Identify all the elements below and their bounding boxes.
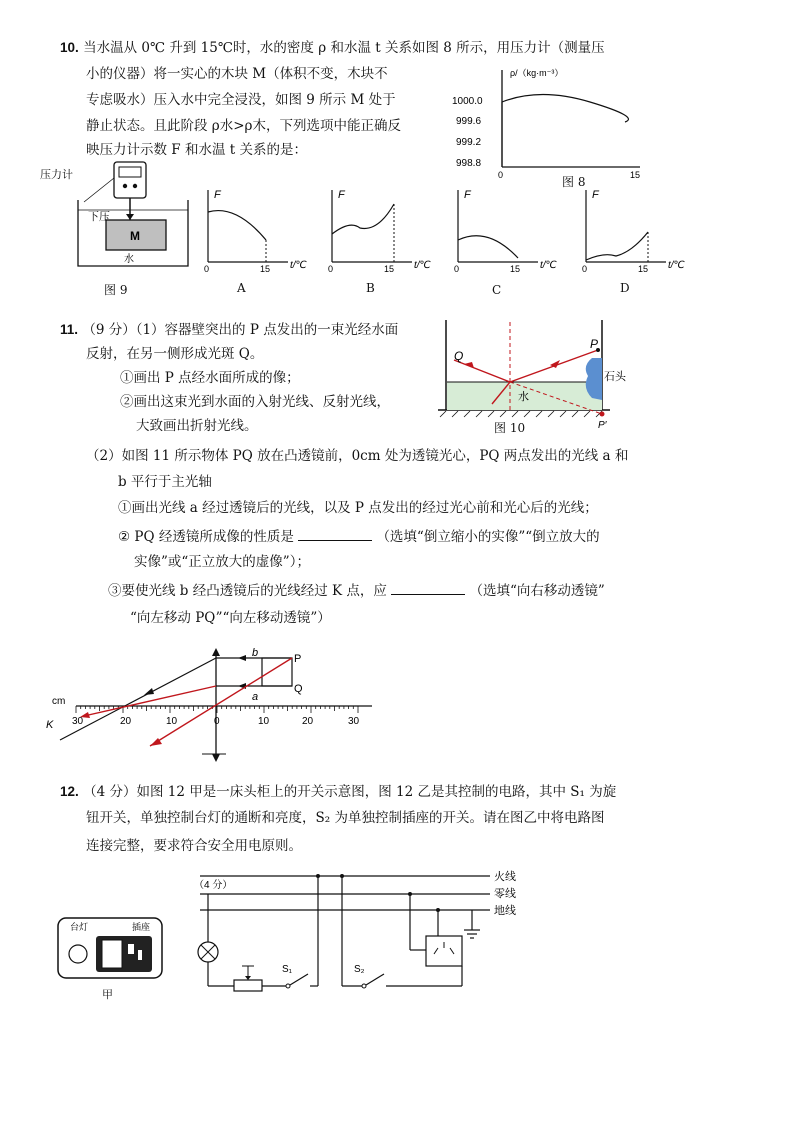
svg-text:a: a (252, 691, 259, 703)
figure-11-lens (40, 640, 380, 762)
q12-line-1: 12. （4 分）如图 12 甲是一床头柜上的开关示意图，图 12 乙是其控制的电路，其中 S₁ 为旋 (60, 784, 617, 800)
svg-text:cm: cm (52, 696, 66, 707)
svg-text:t/℃: t/℃ (290, 260, 307, 271)
knob-icon (69, 945, 87, 963)
q10-line-1 (60, 38, 605, 58)
svg-text:10: 10 (166, 716, 178, 727)
q10-number: 10. (60, 40, 79, 55)
switch-panel (56, 916, 166, 982)
q11-part1-intro2: 反射，在另一侧形成光斑 Q。 (86, 346, 264, 362)
q12-score: （4 分） (83, 784, 137, 800)
svg-text:台灯: 台灯 (70, 922, 89, 932)
q11-p2-item-3-line-2: “向左移动 PQ”“向左移动透镜”） (130, 610, 331, 626)
svg-text:P′: P′ (598, 420, 607, 430)
svg-text:石头: 石头 (604, 371, 626, 383)
press-arrow-icon (126, 214, 134, 220)
svg-text:15: 15 (510, 264, 521, 274)
svg-text:F: F (214, 189, 221, 201)
ray-b-refracted (60, 658, 216, 740)
q12-line-2: 钮开关，单独控制台灯的通断和亮度，S₂ 为单独控制插座的开关。请在图乙中将电路图 (86, 810, 605, 826)
option-d-label[interactable]: D (620, 281, 630, 295)
svg-text:零线: 零线 (494, 888, 516, 900)
block-m-label: M (130, 229, 140, 243)
svg-text:t/℃: t/℃ (414, 260, 431, 271)
svg-text:P: P (590, 337, 599, 351)
svg-text:插座: 插座 (132, 922, 151, 932)
svg-text:S₂: S₂ (354, 964, 365, 975)
q11-item-2b: 大致画出折射光线。 (136, 418, 258, 434)
svg-text:0: 0 (582, 264, 588, 274)
option-c-graph[interactable] (446, 182, 566, 274)
svg-text:F: F (338, 189, 345, 201)
svg-text:0: 0 (214, 716, 220, 727)
svg-text:10: 10 (258, 716, 270, 727)
fig10-caption: 图 10 (494, 421, 526, 435)
reflected-ray (454, 360, 510, 382)
svg-text:Q: Q (454, 349, 464, 363)
svg-text:t/℃: t/℃ (668, 260, 685, 271)
fig8-ytick-9988: 998.8 (456, 158, 482, 169)
fig8-caption: 图 8 (562, 175, 586, 189)
svg-text:0: 0 (454, 264, 460, 274)
q10-line-2: 小的仪器）将一实心的木块 M（体积不变，木块不 (86, 66, 388, 82)
switch-s1 (286, 984, 290, 988)
svg-text:20: 20 (302, 716, 314, 727)
svg-text:K: K (46, 719, 54, 731)
ray-through-center (150, 658, 292, 746)
svg-text:P: P (294, 653, 302, 665)
answer-blank-2[interactable] (391, 580, 465, 595)
fig9-gauge-label: 压力计 (40, 169, 73, 181)
option-b-label[interactable]: B (366, 281, 375, 295)
fig8-xtick-0: 0 (498, 170, 504, 180)
fig8-density-curve (502, 95, 628, 123)
option-d-graph[interactable] (574, 182, 694, 274)
option-a-graph[interactable] (196, 182, 316, 274)
q11-part1-intro: （1）容器壁突出的 P 点发出的一束光经水面 (135, 322, 399, 338)
q10-line-4: 静止状态。且此阶段 ρ水>ρ木，下列选项中能正确反 (86, 118, 401, 134)
svg-text:S₁: S₁ (282, 964, 293, 975)
rheostat-icon (234, 980, 262, 991)
q11-p2-item-1: ①画出光线 a 经过透镜后的光线，以及 P 点发出的经过光心前和光心后的光线； (118, 500, 598, 516)
q12-number: 12. (60, 784, 79, 799)
q11-item-1: ①画出 P 点经水面所成的像； (120, 370, 300, 386)
figure-10-reflection (432, 318, 632, 430)
svg-text:水: 水 (518, 391, 529, 403)
q10-line-3: 专虑吸水）压入水中完全浸没，如图 9 所示 M 处于 (86, 92, 396, 108)
q11-p2-item-3: ③要使光线 b 经凸透镜后的光线经过 K 点，应 （选填“向右移动透镜” (108, 580, 605, 601)
panel-caption: 甲 (102, 989, 113, 1001)
fig8-xtick-15: 15 (630, 170, 641, 180)
option-c-label[interactable]: C (492, 283, 502, 297)
q11-item-2: ②画出这束光到水面的入射光线、反射光线， (120, 394, 390, 410)
fig9-press-label: 下压 (88, 211, 110, 223)
svg-text:30: 30 (348, 716, 360, 727)
q11-score: （9 分） (82, 322, 136, 338)
fig9-caption: 图 9 (104, 283, 128, 297)
fig8-ytick-9992: 999.2 (456, 137, 482, 148)
svg-text:15: 15 (260, 264, 271, 274)
svg-text:（4 分）: （4 分） (194, 880, 233, 891)
answer-blank-1[interactable] (298, 526, 372, 541)
svg-text:Q: Q (294, 683, 303, 695)
q11-part2-line-2: b 平行于主光轴 (118, 474, 212, 490)
q11-part2-line-1: （2）如图 11 所示物体 PQ 放在凸透镜前，0cm 处为透镜光心，PQ 两点发出的光线 a 和 (86, 448, 629, 464)
svg-text:30: 30 (72, 716, 84, 727)
svg-text:0: 0 (204, 264, 210, 274)
q11-p2-item-2-line-2: 实像”或“正立放大的虚像”）； (134, 554, 310, 570)
object-pq (262, 658, 292, 686)
svg-text:15: 15 (638, 264, 649, 274)
circuit-diagram (190, 868, 540, 998)
image-point (600, 412, 605, 417)
socket-symbol-icon (426, 936, 462, 966)
svg-text:F: F (464, 189, 471, 201)
q11-line-1 (60, 320, 398, 340)
option-a-label[interactable]: A (237, 281, 246, 295)
svg-text:t/℃: t/℃ (540, 260, 557, 271)
option-b-graph[interactable] (320, 182, 440, 274)
switch-s2 (362, 984, 366, 988)
svg-text:0: 0 (328, 264, 334, 274)
water-label: 水 (124, 254, 134, 265)
svg-text:地线: 地线 (494, 905, 516, 917)
svg-text:F: F (592, 189, 599, 201)
fig8-ylabel: ρ/（kg·m⁻³） (510, 68, 564, 78)
q10-text-1: 当水温从 0℃ 升到 15℃时，水的密度 ρ 和水温 t 关系如图 8 所示，用压力计（测量压 (83, 40, 605, 56)
svg-text:b: b (252, 647, 259, 659)
svg-text:15: 15 (384, 264, 395, 274)
q11-number: 11. (60, 322, 79, 337)
figure-8-density-graph (440, 62, 650, 182)
q12-line-3: 连接完整，要求符合安全用电原则。 (86, 838, 302, 854)
q11-p2-item-2: ② PQ 经透镜所成像的性质是 （选填“倒立缩小的实像”“倒立放大的 (118, 526, 600, 547)
q10-line-5: 映压力计示数 F 和水温 t 关系的是： (86, 142, 307, 158)
fig8-ytick-1000: 1000.0 (452, 96, 483, 107)
fig8-ytick-9996: 999.6 (456, 116, 482, 127)
svg-text:20: 20 (120, 716, 132, 727)
figure-9-apparatus (62, 158, 192, 273)
svg-text:火线: 火线 (494, 871, 516, 883)
